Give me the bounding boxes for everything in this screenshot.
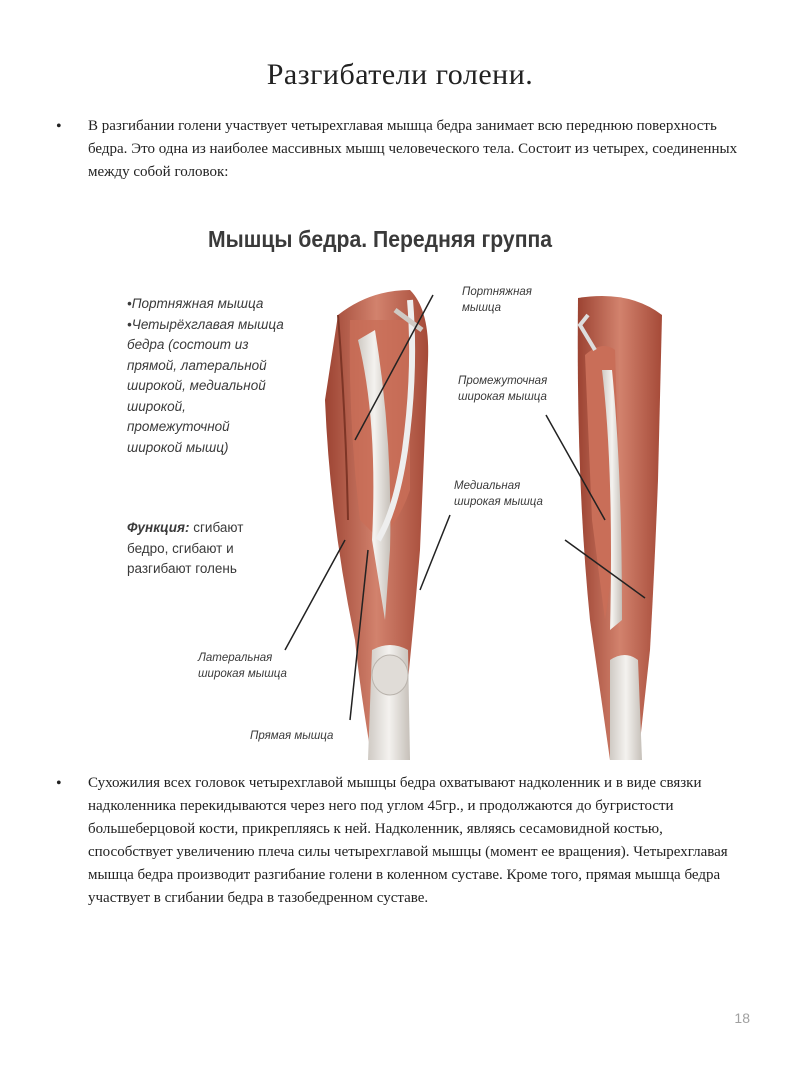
body-text: Сухожилия всех головок четырехглавой мышцы бедра охватывают надколенник и в виде связки надколенника перекидываются через него под углом 45гр., и продолжаются до бугристости большеберцовой кости, прикрепляясь к ней. Надколенник, являясь сесамовидной костью, способствует увеличению плеча силы четырехглавой мышцы (момент ее вращения). Четырехглавая мышца бедра производит разгибание голени в коленном суставе. Кроме того, прямая мышца бедра участвует в сгибании бедра в тазобедренном суставе. xyxy=(88,775,728,906)
anatomy-figure xyxy=(110,220,690,780)
bullet-icon: • xyxy=(56,775,62,792)
figure-title: Мышцы бедра. Передняя группа xyxy=(208,226,553,252)
body-paragraph xyxy=(56,772,748,910)
label-intermedius: Промежуточная широкая мышца xyxy=(458,375,548,403)
function-text: сгибают бедро, сгибают и разгибают голень xyxy=(127,520,244,576)
intro-text: В разгибании голени участвует четырехглавая мышца бедра занимает всю переднюю поверхность бедра. Это одна из наиболее массивных мышц человеческого тела. Состоит из четырех, соединенных между собой головок: xyxy=(88,118,738,180)
left-thigh-drawing xyxy=(285,290,450,760)
label-rectus: Прямая мышца xyxy=(250,730,334,742)
page-number: 18 xyxy=(734,1010,750,1026)
right-thigh-drawing xyxy=(546,296,662,760)
function-label: Функция: xyxy=(127,520,190,535)
label-medialis: Медиальная широкая мышца xyxy=(454,480,543,508)
label-lateralis: Латеральная широкая мышца xyxy=(198,652,287,680)
page-title: Разгибатели голени. xyxy=(266,58,534,91)
label-sartorius: Портняжная мышца xyxy=(462,286,532,314)
figure-function xyxy=(127,518,277,580)
bullet-icon: • xyxy=(56,118,62,135)
figure-legend: •Портняжная мышца •Четырёхглавая мышца бедра (состоит из прямой, латеральной широкой, медиальной широкой, промежуточной широкой мышц) xyxy=(127,296,284,455)
intro-paragraph xyxy=(56,115,748,184)
